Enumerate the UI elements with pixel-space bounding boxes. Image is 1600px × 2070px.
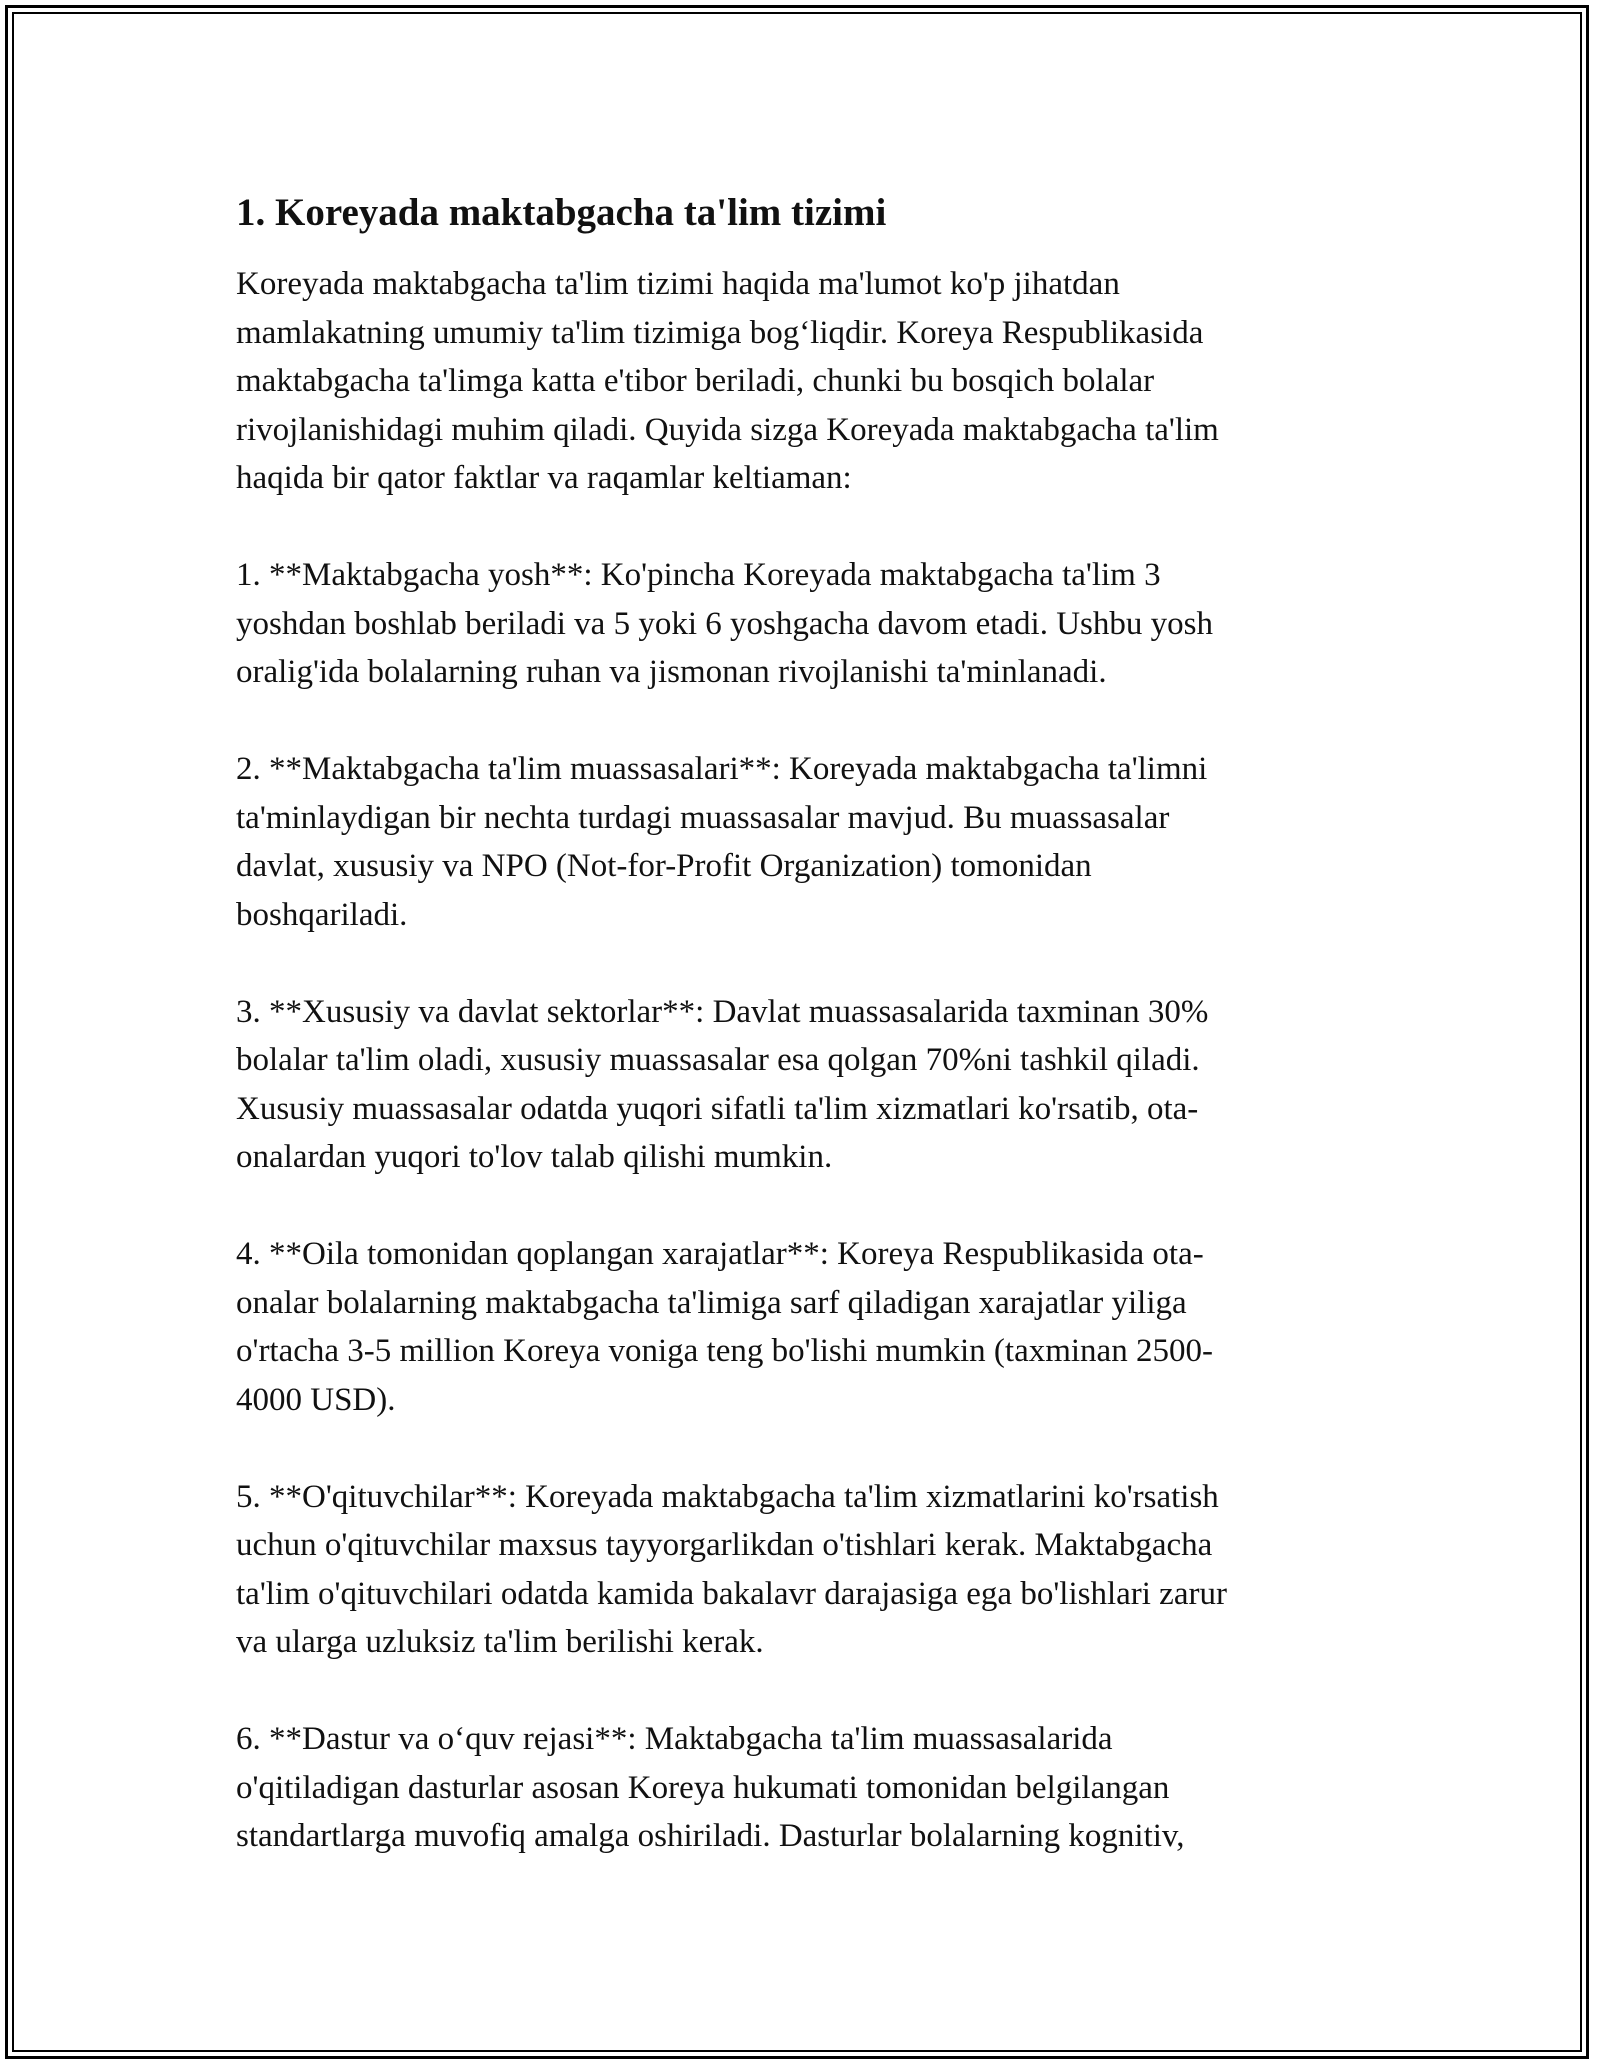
list-item-1: 1. **Maktabgacha yosh**: Ko'pincha Koreyada maktabgacha ta'lim 3 yoshdan boshlab beriladi va 5 yoki 6 yoshgacha davom etadi. Ushbu yosh oralig'ida bolalarning ruhan va jismonan rivojlanishi ta'minlanadi. (236, 557, 1213, 690)
document-body (236, 188, 1356, 1909)
section-heading: 1. Koreyada maktabgacha ta'lim tizimi (236, 191, 887, 234)
list-item-4: 4. **Oila tomonidan qoplangan xarajatlar**: Koreya Respublikasida ota- onalar bolalarning maktabgacha ta'limiga sarf qiladigan xarajatlar yiliga o'rtacha 3-5 million Koreya voniga teng bo'lishi mumkin (taxminan 2500- 4000 USD). (236, 1236, 1213, 1418)
list-item-3: 3. **Xususiy va davlat sektorlar**: Davlat muassasalarida taxminan 30% bolalar ta'lim oladi, xususiy muassasalar esa qolgan 70%ni tashkil qiladi. Xususiy muassasalar odatda yuqori sifatli ta'lim xizmatlari ko'rsatib, ota- onalardan yuqori to'lov talab qilishi mumkin. (236, 993, 1209, 1175)
list-item-5: 5. **O'qituvchilar**: Koreyada maktabgacha ta'lim xizmatlarini ko'rsatish uchun o'qituvchilar maxsus tayyorgarlikdan o'tishlari kerak. Maktabgacha ta'lim o'qituvchilari odatda kamida bakalavr darajasiga ega bo'lishlari zarur va ularga uzluksiz ta'lim berilishi kerak. (236, 1478, 1227, 1660)
list-item-6: 6. **Dastur va o‘quv rejasi**: Maktabgacha ta'lim muassasalarida o'qitiladigan dasturlar asosan Koreya hukumati tomonidan belgilangan standartlarga muvofiq amalga oshiriladi. Dasturlar bolalarning kognitiv, (236, 1721, 1185, 1854)
intro-paragraph: Koreyada maktabgacha ta'lim tizimi haqida ma'lumot ko'p jihatdan mamlakatning umumiy ta'lim tizimiga bog‘liqdir. Koreya Respublikasida maktabgacha ta'limga katta e'tibor beriladi, chunki bu bosqich bolalar rivojlanishidagi muhim qiladi. Quyida sizga Koreyada maktabgacha ta'lim haqida bir qator faktlar va raqamlar keltiaman: (236, 266, 1219, 496)
list-item-2: 2. **Maktabgacha ta'lim muassasalari**: Koreyada maktabgacha ta'limni ta'minlaydigan bir nechta turdagi muassasalar mavjud. Bu muassasalar davlat, xususiy va NPO (Not-for-Profit Organization) tomonidan boshqariladi. (236, 751, 1208, 933)
